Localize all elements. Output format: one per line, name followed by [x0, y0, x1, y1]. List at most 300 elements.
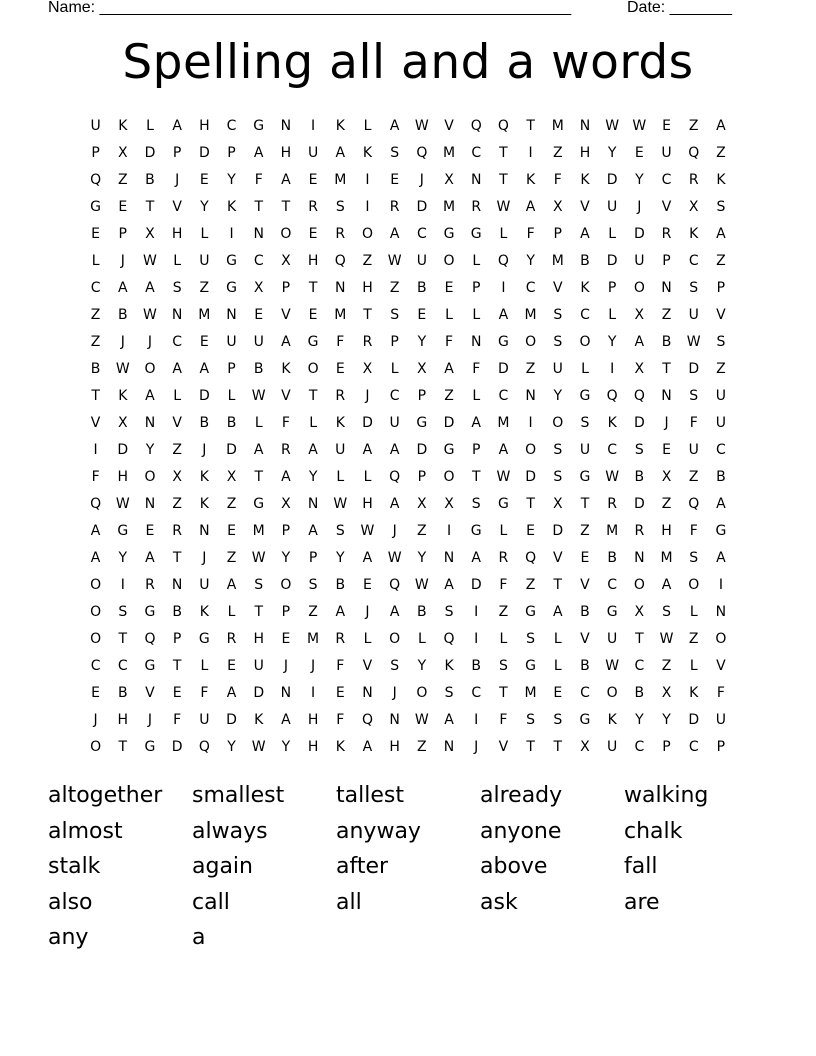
grid-letter: K: [199, 468, 209, 485]
grid-letter: T: [499, 144, 508, 161]
grid-letter: P: [471, 441, 481, 458]
grid-letter: A: [471, 549, 481, 566]
grid-letter: Q: [606, 387, 618, 404]
grid-letter: J: [120, 252, 125, 269]
grid-letter: T: [254, 198, 263, 215]
grid-letter: X: [634, 603, 645, 620]
grid-letter: L: [173, 252, 182, 269]
grid-letter: Y: [281, 738, 291, 755]
grid-letter: L: [390, 360, 399, 377]
grid-letter: Z: [226, 549, 237, 566]
grid-letter: A: [308, 441, 318, 458]
grid-letter: Z: [90, 333, 101, 350]
grid-letter: U: [715, 711, 727, 728]
grid-letter: L: [363, 630, 372, 647]
grid-letter: D: [633, 225, 645, 242]
grid-letter: P: [227, 360, 236, 377]
grid-letter: G: [579, 387, 591, 404]
word-bank-item: any: [48, 925, 89, 950]
grid-letter: T: [281, 198, 291, 215]
grid-letter: X: [417, 360, 427, 377]
grid-letter: E: [444, 279, 454, 296]
grid-letter: O: [90, 738, 102, 755]
grid-letter: K: [226, 198, 237, 215]
grid-letter: O: [633, 279, 645, 296]
grid-letter: D: [443, 414, 455, 431]
grid-letter: E: [580, 549, 590, 566]
grid-letter: S: [526, 711, 536, 728]
grid-letter: X: [145, 225, 155, 242]
grid-letter: P: [172, 630, 182, 647]
grid-letter: Q: [633, 387, 645, 404]
grid-letter: P: [118, 225, 127, 242]
grid-letter: Y: [417, 549, 427, 566]
grid-letter: G: [715, 522, 727, 539]
grid-letter: S: [254, 576, 264, 593]
grid-letter: N: [144, 414, 156, 431]
grid-letter: I: [501, 279, 506, 296]
grid-letter: Z: [417, 522, 427, 539]
grid-letter: C: [471, 144, 482, 161]
grid-letter: B: [471, 657, 482, 674]
grid-letter: U: [607, 738, 618, 755]
grid-letter: U: [226, 333, 237, 350]
grid-letter: H: [307, 738, 319, 755]
grid-letter: W: [115, 360, 130, 377]
grid-letter: W: [387, 549, 402, 566]
grid-letter: T: [662, 360, 671, 377]
grid-letter: V: [145, 684, 155, 701]
grid-letter: P: [172, 144, 182, 161]
grid-letter: M: [606, 522, 619, 539]
grid-letter: F: [173, 711, 182, 728]
grid-letter: W: [360, 522, 375, 539]
grid-letter: B: [335, 576, 346, 593]
grid-letter: G: [117, 522, 129, 539]
grid-letter: A: [580, 225, 590, 242]
grid-letter: G: [144, 738, 156, 755]
grid-letter: V: [716, 306, 726, 323]
grid-letter: V: [281, 306, 291, 323]
grid-letter: Y: [635, 711, 644, 728]
grid-letter: F: [336, 333, 345, 350]
grid-letter: B: [716, 468, 726, 485]
word-bank-item: again: [192, 854, 253, 879]
grid-letter: J: [365, 387, 370, 404]
grid-letter: W: [605, 468, 620, 485]
grid-letter: H: [253, 630, 264, 647]
grid-letter: T: [471, 468, 481, 485]
grid-letter: Y: [553, 387, 563, 404]
grid-letter: Q: [389, 576, 401, 593]
grid-letter: E: [335, 684, 345, 701]
grid-letter: K: [689, 225, 699, 242]
grid-letter: Q: [144, 630, 156, 647]
grid-letter: Y: [417, 657, 427, 674]
word-bank-item: always: [192, 818, 268, 844]
grid-letter: L: [689, 657, 698, 674]
grid-letter: L: [472, 306, 481, 323]
grid-letter: D: [198, 144, 210, 161]
grid-letter: W: [251, 738, 266, 755]
grid-letter: T: [254, 468, 263, 485]
grid-letter: F: [499, 711, 508, 728]
grid-letter: X: [172, 468, 182, 485]
grid-letter: U: [688, 306, 699, 323]
grid-letter: X: [226, 468, 237, 485]
grid-letter: A: [716, 117, 726, 134]
grid-letter: V: [444, 117, 454, 134]
grid-letter: I: [311, 684, 316, 701]
grid-letter: G: [606, 603, 618, 620]
grid-letter: T: [526, 117, 535, 134]
grid-letter: B: [145, 171, 155, 188]
grid-letter: Z: [308, 603, 318, 620]
grid-letter: T: [308, 279, 318, 296]
grid-letter: F: [336, 657, 345, 674]
grid-letter: U: [688, 441, 699, 458]
grid-letter: A: [90, 549, 101, 566]
grid-letter: Z: [226, 495, 237, 512]
grid-letter: L: [227, 387, 236, 404]
grid-letter: R: [498, 549, 509, 566]
grid-letter: T: [308, 387, 318, 404]
grid-letter: A: [226, 576, 237, 593]
grid-letter: A: [172, 117, 182, 134]
grid-letter: S: [716, 333, 726, 350]
grid-letter: J: [147, 711, 153, 728]
grid-letter: A: [552, 603, 563, 620]
grid-letter: A: [444, 576, 454, 593]
grid-letter: A: [444, 360, 454, 377]
grid-letter: O: [361, 225, 373, 242]
grid-letter: K: [254, 711, 264, 728]
letter-grid: [82, 112, 734, 760]
grid-letter: L: [689, 603, 698, 620]
grid-letter: A: [716, 495, 726, 512]
grid-letter: C: [90, 279, 101, 296]
grid-letter: S: [689, 279, 699, 296]
grid-letter: Z: [444, 387, 454, 404]
grid-letter: A: [199, 360, 210, 377]
grid-letter: T: [635, 630, 644, 647]
grid-letter: H: [117, 468, 129, 485]
grid-letter: M: [524, 684, 537, 701]
grid-letter: V: [661, 198, 672, 215]
grid-letter: R: [688, 171, 699, 188]
grid-letter: J: [120, 333, 125, 350]
grid-letter: S: [498, 657, 508, 674]
grid-letter: J: [365, 603, 370, 620]
grid-letter: H: [199, 117, 210, 134]
grid-letter: Y: [145, 441, 155, 458]
grid-letter: E: [634, 144, 644, 161]
grid-letter: O: [688, 576, 700, 593]
grid-letter: C: [90, 657, 101, 674]
grid-letter: S: [553, 441, 563, 458]
grid-letter: S: [172, 279, 182, 296]
grid-letter: D: [470, 576, 482, 593]
grid-letter: A: [253, 441, 264, 458]
grid-letter: O: [443, 252, 455, 269]
grid-letter: Z: [688, 630, 699, 647]
grid-letter: X: [661, 684, 672, 701]
grid-letter: E: [172, 684, 182, 701]
grid-letter: F: [336, 711, 345, 728]
grid-letter: X: [281, 252, 291, 269]
grid-letter: L: [499, 522, 508, 539]
grid-letter: G: [226, 252, 237, 269]
grid-letter: V: [172, 198, 182, 215]
grid-letter: F: [689, 522, 698, 539]
word-bank-item: are: [624, 889, 660, 915]
grid-letter: D: [688, 360, 700, 377]
grid-letter: M: [307, 630, 320, 647]
grid-letter: W: [496, 198, 511, 215]
grid-letter: E: [662, 441, 671, 458]
grid-letter: A: [335, 144, 346, 161]
grid-letter: J: [392, 684, 397, 701]
grid-letter: R: [335, 630, 346, 647]
grid-letter: T: [526, 738, 535, 755]
word-bank: [48, 778, 788, 956]
page-title: Spelling all and a words: [122, 35, 694, 90]
grid-letter: R: [145, 576, 155, 593]
grid-letter: Z: [389, 279, 400, 296]
grid-letter: O: [443, 468, 455, 485]
grid-letter: A: [525, 198, 536, 215]
grid-letter: H: [171, 225, 183, 242]
word-bank-item: ask: [480, 889, 518, 915]
grid-letter: V: [172, 414, 182, 431]
grid-letter: S: [553, 306, 563, 323]
grid-letter: G: [497, 333, 509, 350]
grid-letter: A: [253, 144, 264, 161]
grid-letter: J: [202, 441, 207, 458]
grid-letter: R: [335, 225, 346, 242]
grid-letter: C: [634, 657, 645, 674]
grid-letter: L: [472, 387, 481, 404]
grid-letter: U: [90, 117, 101, 134]
grid-letter: E: [308, 306, 318, 323]
grid-letter: I: [365, 198, 370, 215]
grid-letter: A: [389, 225, 400, 242]
grid-letter: U: [579, 441, 591, 458]
grid-letter: A: [172, 360, 182, 377]
grid-letter: O: [389, 630, 401, 647]
grid-letter: Z: [716, 144, 726, 161]
grid-letter: D: [688, 711, 700, 728]
grid-letter: Y: [227, 171, 236, 188]
grid-letter: Q: [198, 738, 210, 755]
grid-letter: W: [143, 252, 157, 269]
word-bank-item: tallest: [336, 783, 404, 808]
grid-letter: E: [553, 684, 563, 701]
grid-letter: E: [91, 225, 101, 242]
grid-letter: D: [416, 198, 428, 215]
grid-letter: L: [254, 414, 263, 431]
grid-letter: L: [445, 306, 453, 323]
grid-letter: L: [363, 117, 372, 134]
grid-letter: Q: [90, 495, 102, 512]
grid-letter: D: [633, 414, 645, 431]
grid-letter: X: [580, 738, 590, 755]
grid-letter: E: [526, 522, 536, 539]
grid-letter: I: [229, 225, 234, 242]
grid-letter: T: [526, 495, 535, 512]
grid-letter: T: [580, 495, 590, 512]
grid-letter: I: [474, 711, 479, 728]
grid-letter: S: [553, 711, 563, 728]
grid-letter: Z: [688, 117, 699, 134]
grid-letter: W: [251, 387, 266, 404]
grid-letter: G: [307, 333, 319, 350]
grid-letter: Q: [497, 252, 509, 269]
grid-letter: U: [552, 360, 563, 377]
grid-letter: A: [661, 576, 672, 593]
grid-letter: A: [145, 549, 155, 566]
grid-letter: P: [607, 279, 617, 296]
grid-letter: X: [362, 360, 373, 377]
grid-letter: R: [172, 522, 183, 539]
date-field-line: Date: _______: [627, 0, 732, 16]
grid-letter: E: [662, 117, 671, 134]
grid-letter: A: [226, 684, 237, 701]
grid-letter: X: [634, 360, 645, 377]
grid-letter: J: [311, 657, 316, 674]
grid-letter: Z: [525, 360, 536, 377]
grid-letter: E: [118, 198, 128, 215]
word-bank-item: chalk: [624, 818, 683, 844]
grid-letter: V: [580, 576, 590, 593]
grid-letter: C: [716, 441, 726, 458]
grid-letter: K: [526, 171, 536, 188]
grid-letter: O: [633, 576, 645, 593]
grid-letter: X: [634, 306, 645, 323]
grid-letter: M: [497, 414, 510, 431]
grid-letter: B: [580, 603, 590, 620]
grid-letter: Q: [688, 144, 700, 161]
grid-letter: C: [634, 738, 645, 755]
grid-letter: K: [118, 117, 128, 134]
grid-letter: N: [525, 387, 536, 404]
grid-letter: O: [90, 603, 102, 620]
grid-letter: W: [414, 117, 429, 134]
grid-letter: I: [474, 603, 479, 620]
grid-letter: L: [336, 468, 345, 485]
grid-letter: G: [497, 495, 509, 512]
grid-letter: S: [526, 630, 536, 647]
grid-letter: V: [552, 549, 563, 566]
grid-letter: S: [444, 684, 454, 701]
word-bank-item: already: [480, 783, 563, 808]
grid-letter: T: [499, 171, 508, 188]
grid-letter: N: [253, 225, 264, 242]
grid-letter: V: [580, 198, 590, 215]
grid-letter: C: [471, 684, 482, 701]
grid-letter: E: [227, 657, 236, 674]
grid-letter: C: [661, 171, 672, 188]
grid-letter: P: [417, 468, 427, 485]
grid-letter: K: [716, 171, 726, 188]
grid-letter: F: [716, 684, 725, 701]
grid-letter: Y: [281, 549, 291, 566]
grid-letter: N: [661, 279, 672, 296]
grid-letter: N: [335, 279, 346, 296]
grid-letter: Z: [688, 468, 699, 485]
grid-letter: E: [91, 684, 101, 701]
grid-letter: L: [608, 306, 617, 323]
grid-letter: K: [689, 684, 699, 701]
grid-letter: K: [281, 360, 291, 377]
grid-letter: A: [117, 279, 128, 296]
grid-letter: Y: [526, 252, 535, 269]
grid-letter: S: [335, 198, 345, 215]
grid-letter: N: [470, 333, 482, 350]
grid-letter: J: [392, 522, 397, 539]
grid-letter: E: [308, 225, 318, 242]
grid-letter: S: [689, 549, 699, 566]
grid-letter: E: [417, 306, 427, 323]
grid-letter: D: [144, 144, 156, 161]
grid-letter: U: [715, 414, 727, 431]
grid-letter: G: [226, 279, 237, 296]
grid-letter: E: [145, 522, 155, 539]
word-bank-item: call: [192, 889, 230, 915]
grid-letter: A: [145, 387, 155, 404]
grid-letter: M: [198, 306, 211, 323]
grid-letter: R: [226, 630, 237, 647]
grid-letter: L: [608, 225, 617, 242]
grid-letter: X: [444, 495, 454, 512]
grid-letter: O: [715, 630, 727, 647]
grid-letter: J: [419, 171, 424, 188]
grid-letter: P: [281, 603, 291, 620]
grid-letter: H: [307, 252, 319, 269]
grid-letter: N: [199, 522, 210, 539]
grid-letter: G: [90, 198, 102, 215]
grid-letter: M: [334, 171, 347, 188]
grid-letter: R: [308, 198, 318, 215]
grid-letter: T: [118, 738, 128, 755]
grid-letter: Q: [470, 117, 482, 134]
grid-letter: C: [688, 738, 699, 755]
grid-letter: P: [281, 522, 291, 539]
grid-letter: Z: [172, 441, 182, 458]
grid-letter: Z: [552, 144, 563, 161]
grid-letter: P: [662, 252, 671, 269]
grid-letter: Y: [308, 468, 318, 485]
grid-letter: A: [389, 441, 400, 458]
grid-letter: Z: [90, 306, 101, 323]
grid-letter: G: [198, 630, 210, 647]
grid-letter: N: [389, 711, 400, 728]
grid-letter: Q: [416, 144, 428, 161]
grid-letter: C: [389, 387, 400, 404]
grid-letter: G: [253, 117, 265, 134]
grid-letter: A: [716, 549, 726, 566]
grid-letter: A: [308, 522, 318, 539]
grid-letter: P: [553, 225, 562, 242]
grid-letter: I: [365, 171, 370, 188]
grid-letter: U: [199, 252, 210, 269]
grid-letter: Z: [362, 252, 373, 269]
grid-letter: N: [470, 171, 482, 188]
grid-letter: D: [633, 495, 645, 512]
grid-letter: B: [117, 306, 128, 323]
grid-letter: N: [144, 495, 156, 512]
grid-letter: Z: [525, 576, 536, 593]
